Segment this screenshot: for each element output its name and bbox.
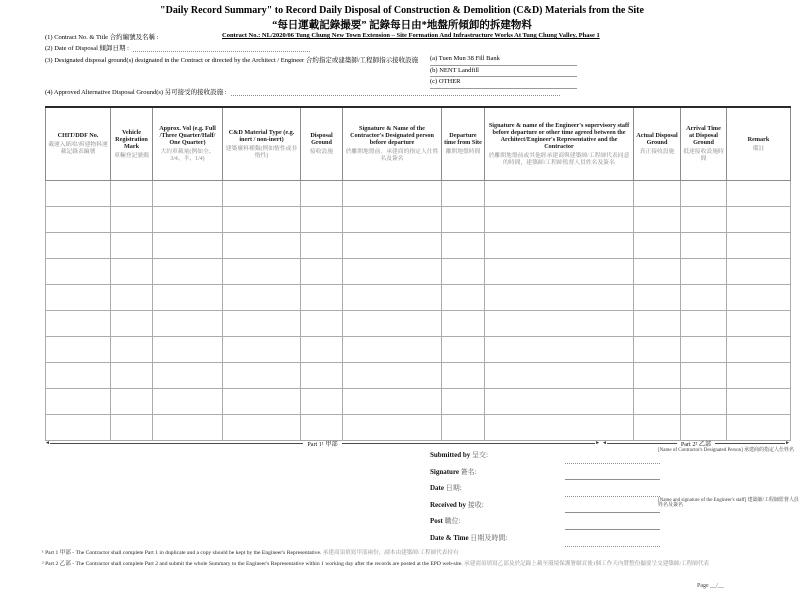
arrow-right-icon: ► bbox=[595, 440, 601, 446]
record-cell bbox=[485, 207, 634, 233]
col-header-chit-ddf-no-en: CHIT/DDF No. bbox=[57, 132, 99, 140]
record-cell bbox=[111, 285, 153, 311]
post-blank-field bbox=[565, 529, 660, 530]
record-cell bbox=[681, 337, 727, 363]
record-cell bbox=[442, 311, 485, 337]
record-cell bbox=[343, 285, 442, 311]
record-cell bbox=[727, 389, 791, 415]
record-row bbox=[46, 181, 791, 207]
record-cell bbox=[442, 233, 485, 259]
record-cell bbox=[343, 181, 442, 207]
col-header-actual-disposal-ground-en: Actual Disposal Ground bbox=[636, 132, 678, 147]
footnote-part1 bbox=[42, 548, 800, 556]
record-cell bbox=[153, 181, 223, 207]
footnote-part2 bbox=[42, 559, 800, 567]
record-cell bbox=[301, 337, 343, 363]
record-cell bbox=[727, 285, 791, 311]
record-row bbox=[46, 285, 791, 311]
record-row bbox=[46, 233, 791, 259]
post-row bbox=[430, 514, 802, 531]
record-cell bbox=[485, 285, 634, 311]
record-cell bbox=[301, 311, 343, 337]
record-table-body bbox=[46, 181, 791, 441]
record-cell bbox=[442, 389, 485, 415]
record-cell bbox=[343, 389, 442, 415]
record-cell bbox=[634, 259, 681, 285]
record-cell bbox=[301, 415, 343, 441]
footnote-part2-zh: 承建商須填寫乙部及於記錄上載至環境保護署網頁後1個工作天內將整份撮要呈交建築師/工程師代表 bbox=[464, 561, 710, 567]
post-label: Post bbox=[430, 517, 443, 526]
part1-arrow-line-right bbox=[342, 443, 595, 444]
arrow-left-icon: ◄ bbox=[602, 440, 607, 446]
col-header-vehicle-registration-zh: 車輛登記號碼 bbox=[114, 152, 149, 159]
col-header-arrival-time bbox=[681, 107, 727, 181]
record-cell bbox=[223, 285, 301, 311]
disposal-date-label: (2) Date of Disposal 傾卸日期 : bbox=[45, 45, 129, 52]
col-header-disposal-ground bbox=[301, 107, 343, 181]
record-cell bbox=[634, 311, 681, 337]
contract-label: (1) Contract No. & Title 合約編號及名稱 : bbox=[45, 34, 159, 41]
col-header-actual-disposal-ground bbox=[634, 107, 681, 181]
col-header-chit-ddf-no-zh: 載運入紙咁/拆建物料運載記錄表編號 bbox=[48, 142, 108, 155]
record-cell bbox=[727, 311, 791, 337]
record-row bbox=[46, 207, 791, 233]
record-cell bbox=[634, 363, 681, 389]
col-header-remark-zh: 備註 bbox=[752, 145, 765, 152]
col-header-engineer-signature-en: Signature & name of the Engineer's supervisory staff before departure or other time agreed between the Architect/Engineer's Representative and the Contractor bbox=[488, 121, 630, 150]
record-cell bbox=[223, 259, 301, 285]
col-header-vehicle-registration-en: Vehicle Registration Mark bbox=[115, 128, 148, 150]
received-by-note: [Name and signature of the Engineer's staff] 建築師/工程師監督人員姓名及簽名 bbox=[658, 497, 799, 509]
table-header-row bbox=[46, 107, 791, 181]
part2-arrow-line-left bbox=[607, 443, 677, 444]
record-cell bbox=[223, 181, 301, 207]
col-header-departure-time bbox=[442, 107, 485, 181]
col-header-material-type-zh: 建築廢料種類(例如惰性或非惰性) bbox=[225, 145, 298, 159]
record-cell bbox=[343, 259, 442, 285]
col-header-chit-ddf-no bbox=[46, 107, 111, 181]
disposal-date-row bbox=[45, 43, 310, 52]
record-row bbox=[46, 389, 791, 415]
record-cell bbox=[727, 207, 791, 233]
post-label-zh: 職位: bbox=[444, 517, 461, 526]
record-cell bbox=[111, 311, 153, 337]
record-cell bbox=[343, 233, 442, 259]
col-header-actual-disposal-ground-zh: 真正接收設施 bbox=[639, 149, 675, 156]
record-cell bbox=[485, 363, 634, 389]
record-cell bbox=[634, 337, 681, 363]
record-cell bbox=[223, 233, 301, 259]
record-cell bbox=[634, 181, 681, 207]
record-cell bbox=[681, 285, 727, 311]
record-cell bbox=[111, 181, 153, 207]
record-cell bbox=[153, 207, 223, 233]
record-cell bbox=[485, 415, 634, 441]
date-blank-field bbox=[565, 496, 660, 497]
record-cell bbox=[46, 389, 111, 415]
record-cell bbox=[301, 207, 343, 233]
col-header-departure-time-zh: 離開地盤時間 bbox=[445, 149, 481, 156]
col-header-contractor-signature-zh: 於離開地盤前，承建商的指定人仕姓名及簽名 bbox=[345, 149, 439, 162]
record-cell bbox=[153, 337, 223, 363]
part2-span-indicator bbox=[602, 439, 790, 448]
signature-row bbox=[430, 465, 802, 482]
footnote-part1-en: ¹ Part 1 甲部 - The Contractor shall complete Part 1 in duplicate and a copy should be kept by the Engineer's Representative. bbox=[42, 550, 322, 556]
col-header-disposal-ground-en: Disposal Ground bbox=[310, 132, 333, 147]
record-cell bbox=[111, 233, 153, 259]
record-cell bbox=[634, 389, 681, 415]
record-cell bbox=[46, 415, 111, 441]
record-cell bbox=[681, 311, 727, 337]
record-row bbox=[46, 311, 791, 337]
record-cell bbox=[301, 285, 343, 311]
received-by-label: Received by bbox=[430, 500, 466, 509]
record-cell bbox=[223, 363, 301, 389]
arrow-left-icon: ◄ bbox=[45, 440, 50, 446]
record-cell bbox=[442, 337, 485, 363]
alternative-ground-row bbox=[45, 87, 560, 96]
col-header-material-type-en: C&D Material Type (e.g. inert / non-inert) bbox=[228, 128, 295, 143]
record-cell bbox=[153, 285, 223, 311]
col-header-remark bbox=[727, 107, 791, 181]
record-cell bbox=[111, 415, 153, 441]
record-cell bbox=[727, 415, 791, 441]
part1-span-indicator bbox=[45, 439, 600, 448]
record-cell bbox=[46, 233, 111, 259]
designated-ground-row bbox=[45, 55, 418, 64]
record-cell bbox=[46, 181, 111, 207]
record-cell bbox=[442, 415, 485, 441]
record-cell bbox=[727, 233, 791, 259]
record-cell bbox=[681, 259, 727, 285]
footnote-part2-en: ² Part 2 乙部 - The Contractor shall complete Part 2 and submit the whole Summary to the Engineer's Representative within 1 working day after the records are posted at the EPD web-site. bbox=[42, 561, 463, 567]
record-cell bbox=[634, 415, 681, 441]
record-cell bbox=[46, 363, 111, 389]
record-cell bbox=[223, 337, 301, 363]
record-cell bbox=[111, 389, 153, 415]
col-header-approx-vol-en: Approx. Vol (e.g. Full /Three Quarter/Half/ One Quarter) bbox=[159, 125, 216, 147]
contract-row bbox=[45, 32, 600, 41]
record-cell bbox=[343, 337, 442, 363]
record-cell bbox=[485, 259, 634, 285]
form-title-english: "Daily Record Summary" to Record Daily Disposal of Construction & Demolition (C&D) Materials from the Site bbox=[160, 5, 644, 16]
submitted-by-label-zh: 呈交: bbox=[472, 451, 488, 459]
record-cell bbox=[153, 259, 223, 285]
contract-value: Contract No.: NL/2020/06 Tung Chung New Town Extension – Site Formation And Infrastructure Works At Tung Chung Valley, Phase 1 bbox=[222, 32, 600, 39]
record-cell bbox=[485, 389, 634, 415]
record-cell bbox=[727, 259, 791, 285]
record-cell bbox=[681, 207, 727, 233]
record-cell bbox=[442, 181, 485, 207]
page-number: Page __/__ bbox=[697, 583, 724, 589]
record-cell bbox=[46, 259, 111, 285]
alternative-ground-label: (4) Approved Alternative Disposal Ground(s) 另可接受的接收設施 : bbox=[45, 89, 227, 96]
designated-ground-label: (3) Designated disposal ground(s) designated in the Contract or directed by the Architect / Engineer 合約指定或建築師/工程師指示接收設施 bbox=[45, 57, 419, 64]
record-cell bbox=[727, 363, 791, 389]
col-header-arrival-time-en: Arrival Time at Disposal Ground bbox=[686, 125, 721, 147]
record-row bbox=[46, 337, 791, 363]
received-by-row bbox=[430, 498, 802, 515]
record-cell bbox=[301, 363, 343, 389]
record-cell bbox=[301, 233, 343, 259]
record-cell bbox=[681, 415, 727, 441]
record-cell bbox=[485, 337, 634, 363]
record-cell bbox=[111, 337, 153, 363]
col-header-departure-time-en: Departure time from Site bbox=[444, 132, 482, 147]
col-header-approx-vol-zh: 大約車載量(例如全、3/4、半、1/4) bbox=[160, 149, 215, 162]
record-cell bbox=[634, 207, 681, 233]
record-cell bbox=[223, 415, 301, 441]
record-cell bbox=[343, 207, 442, 233]
designated-ground-options bbox=[430, 54, 577, 89]
col-header-engineer-signature-zh: 於離開地盤前或其他經承建商與建築師/工程師代表同意的時間，建築師/工程師監督人員姓名及簽名 bbox=[488, 152, 630, 166]
part1-label: Part 1¹ 甲部 bbox=[307, 441, 338, 448]
record-cell bbox=[223, 207, 301, 233]
date-time-blank-field bbox=[565, 546, 660, 547]
option-c-other: (c) OTHER bbox=[430, 77, 577, 89]
record-cell bbox=[442, 363, 485, 389]
col-header-approx-vol bbox=[153, 107, 223, 181]
date-time-row bbox=[430, 531, 802, 548]
record-cell bbox=[111, 363, 153, 389]
signature-block bbox=[430, 448, 802, 548]
record-cell bbox=[153, 363, 223, 389]
footnote-part1-zh: 承建商須填寫甲部兩份，副本由建築師/工程師代表持有 bbox=[322, 550, 459, 556]
record-cell bbox=[727, 181, 791, 207]
record-cell bbox=[301, 181, 343, 207]
record-cell bbox=[153, 415, 223, 441]
record-cell bbox=[223, 311, 301, 337]
record-row bbox=[46, 415, 791, 441]
submitted-by-blank-field bbox=[565, 463, 660, 464]
record-cell bbox=[301, 389, 343, 415]
submitted-by-note: [Name of Contractor's Designated Person] 承建商的指定人仕姓名 bbox=[658, 448, 795, 453]
record-cell bbox=[634, 285, 681, 311]
record-cell bbox=[727, 337, 791, 363]
record-cell bbox=[485, 311, 634, 337]
record-cell bbox=[681, 389, 727, 415]
record-cell bbox=[46, 285, 111, 311]
date-row bbox=[430, 481, 802, 498]
signature-label-zh: 簽名: bbox=[460, 467, 477, 476]
part2-arrow-line-right bbox=[715, 443, 785, 444]
record-cell bbox=[153, 389, 223, 415]
col-header-vehicle-registration bbox=[111, 107, 153, 181]
record-row bbox=[46, 259, 791, 285]
col-header-engineer-signature bbox=[485, 107, 634, 181]
record-cell bbox=[223, 389, 301, 415]
record-cell bbox=[681, 181, 727, 207]
disposal-date-blank-field bbox=[133, 43, 310, 52]
option-a-tuen-mun-fill-bank: (a) Tuen Mun 38 Fill Bank bbox=[430, 54, 577, 66]
record-table bbox=[45, 106, 791, 441]
record-cell bbox=[634, 233, 681, 259]
submitted-by-label: Submitted by bbox=[430, 451, 471, 459]
form-title-chinese: “每日運載記錄撮要” 記錄每日由*地盤所傾卸的拆建物料 bbox=[272, 20, 532, 31]
part1-arrow-line-left bbox=[50, 443, 303, 444]
record-cell bbox=[343, 311, 442, 337]
col-header-remark-en: Remark bbox=[747, 135, 770, 143]
record-row bbox=[46, 363, 791, 389]
record-cell bbox=[153, 311, 223, 337]
record-cell bbox=[485, 181, 634, 207]
part2-label: Part 2² 乙部 bbox=[680, 441, 712, 448]
alternative-ground-blank-field bbox=[231, 87, 560, 96]
col-header-material-type bbox=[223, 107, 301, 181]
col-header-contractor-signature bbox=[343, 107, 442, 181]
received-by-label-zh: 接收: bbox=[467, 500, 484, 509]
received-by-blank-field bbox=[565, 512, 660, 513]
col-header-arrival-time-zh: 抵達接收設施時間 bbox=[683, 149, 724, 162]
record-cell bbox=[46, 207, 111, 233]
date-label-zh: 日期: bbox=[445, 484, 462, 493]
signature-label: Signature bbox=[430, 467, 460, 476]
record-cell bbox=[442, 285, 485, 311]
submitted-by-row bbox=[430, 448, 802, 465]
record-cell bbox=[343, 363, 442, 389]
record-cell bbox=[681, 363, 727, 389]
option-b-nent-landfill: (b) NENT Landfill bbox=[430, 66, 577, 78]
record-cell bbox=[442, 207, 485, 233]
record-cell bbox=[442, 259, 485, 285]
col-header-contractor-signature-en: Signature & Name of the Contractor's Designated person before departure bbox=[350, 125, 434, 147]
date-time-label-zh: 日期及時間: bbox=[470, 533, 508, 542]
record-cell bbox=[111, 207, 153, 233]
record-cell bbox=[681, 233, 727, 259]
signature-blank-field bbox=[565, 479, 660, 480]
record-cell bbox=[46, 337, 111, 363]
record-cell bbox=[301, 259, 343, 285]
record-cell bbox=[485, 233, 634, 259]
col-header-disposal-ground-zh: 接收設施 bbox=[309, 149, 334, 156]
date-time-label: Date & Time bbox=[430, 533, 469, 542]
record-cell bbox=[343, 415, 442, 441]
arrow-right-icon: ► bbox=[785, 440, 791, 446]
record-cell bbox=[111, 259, 153, 285]
record-cell bbox=[153, 233, 223, 259]
date-label: Date bbox=[430, 484, 444, 493]
record-cell bbox=[46, 311, 111, 337]
